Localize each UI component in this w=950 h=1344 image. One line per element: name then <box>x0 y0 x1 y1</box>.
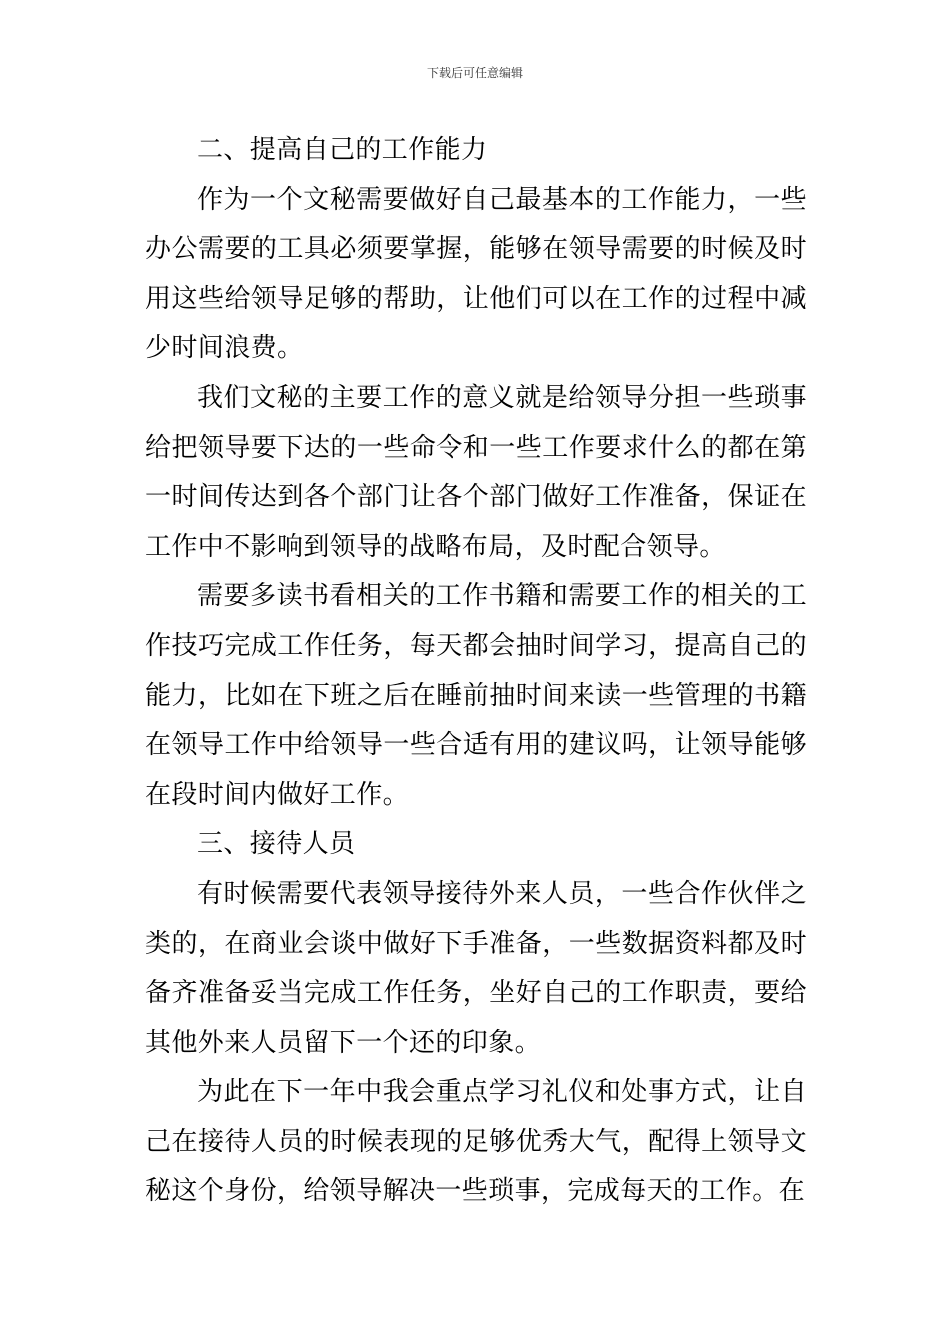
paragraph: 作为一个文秘需要做好自己最基本的工作能力，一些办公需要的工具必须要掌握，能够在领导需要的时候及时用这些给领导足够的帮助，让他们可以在工作的过程中减少时间浪费。 <box>145 184 807 364</box>
paragraph: 需要多读书看相关的工作书籍和需要工作的相关的工作技巧完成工作任务，每天都会抽时间学习，提高自己的能力，比如在下班之后在睡前抽时间来读一些管理的书籍在领导工作中给领导一些合适有用的建议吗，让领导能够在段时间内做好工作。 <box>145 581 807 810</box>
page-header: 下载后可任意编辑 <box>426 66 523 80</box>
section-heading-3: 三、接待人员 <box>197 829 356 860</box>
paragraph: 有时候需要代表领导接待外来人员，一些合作伙伴之类的，在商业会谈中做好下手准备，一些数据资料都及时备齐准备妥当完成工作任务，坐好自己的工作职责，要给其他外来人员留下一个还的印象。 <box>145 878 807 1058</box>
document-body <box>145 126 807 1217</box>
section-heading-2: 二、提高自己的工作能力 <box>197 135 488 165</box>
paragraph: 我们文秘的主要工作的意义就是给领导分担一些琐事给把领导要下达的一些命令和一些工作要求什么的都在第一时间传达到各个部门让各个部门做好工作准备，保证在工作中不影响到领导的战略布局，及时配合领导。 <box>145 382 807 562</box>
paragraph: 为此在下一年中我会重点学习礼仪和处事方式，让自己在接待人员的时候表现的足够优秀大气，配得上领导文秘这个身份，给领导解决一些琐事，完成每天的工作。在 <box>145 1077 807 1207</box>
